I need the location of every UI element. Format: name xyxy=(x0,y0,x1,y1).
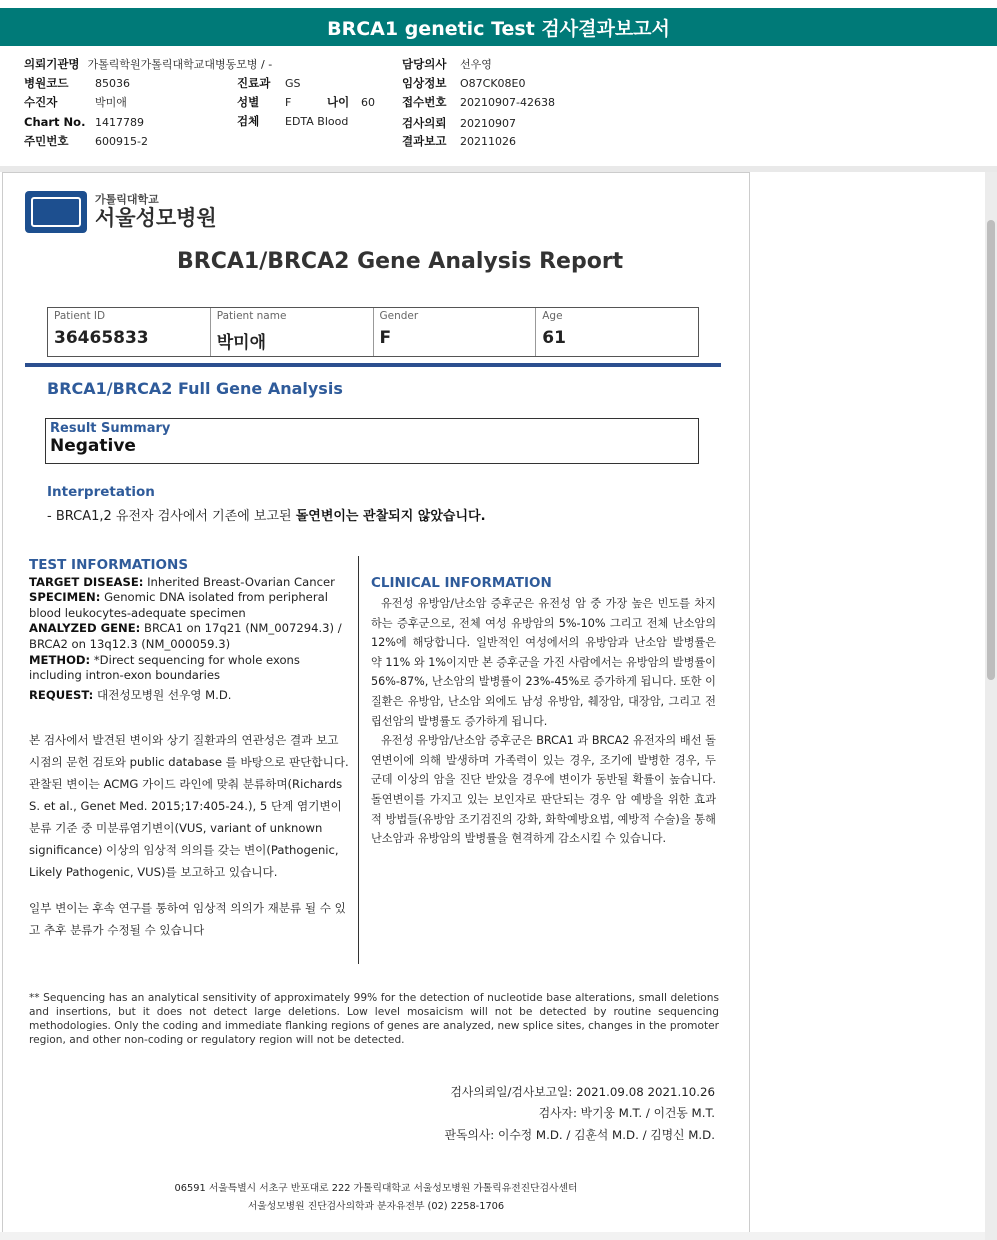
sex-label: 성별 xyxy=(237,95,260,109)
interpretation-text xyxy=(47,505,486,524)
report-header-title: BRCA1 genetic Test 검사결과보고서 xyxy=(327,17,670,40)
rrn-value: 600915-2 xyxy=(95,134,148,148)
rrn-row xyxy=(24,133,148,149)
bottom-edge xyxy=(0,1232,985,1240)
chart-no-value: 1417789 xyxy=(95,115,144,129)
sequencing-footnote: ** Sequencing has an analytical sensitivity of approximately 99% for the detection of nucleotide base alterations, small deletions and insertions, but it does not detect large deletions. Low level mosaicism will not be detected by routine sequencing methodologies. Only the coding and immediate flanking regions of genes are analyzed, new splice sites, changes in the promoter region, and other non-coding or regulatory region will not be detected. xyxy=(29,992,719,1046)
method-label: METHOD: xyxy=(29,652,91,667)
patient-id-cell xyxy=(48,308,211,356)
address-line-1: 06591 서울특별시 서초구 반포대로 222 가톨릭대학교 서울성모병원 가톨릭유전진단검사센터 xyxy=(174,1183,578,1194)
institution-label: 의뢰기관명 xyxy=(24,57,80,71)
sex-value: F xyxy=(285,95,292,109)
chart-no-row xyxy=(24,115,144,129)
request-label: REQUEST: xyxy=(29,687,94,702)
patient-name-value: 박미애 xyxy=(216,333,267,353)
request-date-value: 20210907 xyxy=(460,116,516,130)
target-disease-value: Inherited Breast-Ovarian Cancer xyxy=(147,574,335,589)
specimen-value: EDTA Blood xyxy=(285,114,349,128)
patient-row xyxy=(24,94,127,110)
report-title: BRCA1/BRCA2 Gene Analysis Report xyxy=(177,249,624,274)
age-value: 60 xyxy=(361,95,375,109)
vertical-scrollbar[interactable] xyxy=(985,172,997,1240)
patient-id-label: Patient ID xyxy=(54,310,106,322)
rrn-label: 주민번호 xyxy=(24,134,69,148)
variant-classification-text: 본 검사에서 발견된 변이와 상기 질환과의 연관성은 결과 보고 시점의 문헌 검토와 public database 를 바탕으로 판단합니다. 관찰된 변이는 ACMG 가이드 라인에 맞춰 분류하며(Richards S. et al., Genet Med. 2015;17:405-24.), 5 단계 염기변이 분류 기준 중 미분류염기변이(VUS, variant of unknown significance) 이상의 임상적 의의를 갖는 변이(Pathogenic, Likely Pathogenic, VUS)를 보고하고 있습니다. xyxy=(29,733,349,880)
analyzed-gene-value: BRCA1 on 17q21 (NM_007294.3) / BRCA2 on 13q12.3 (NM_000059.3) xyxy=(29,621,342,651)
patient-name-cell xyxy=(211,308,374,356)
result-date-value: 20211026 xyxy=(460,134,516,148)
receipt-value: 20210907-42638 xyxy=(460,95,555,109)
age-row xyxy=(327,94,375,110)
department-row xyxy=(237,75,301,91)
age-cell-value: 61 xyxy=(542,328,566,348)
report-header-bar xyxy=(0,8,997,46)
interpretation-bold: 돌연변이는 관찰되지 않았습니다. xyxy=(295,509,486,524)
institution-value: 가톨릭학원가톨릭대학교대병동모병 / - xyxy=(87,58,273,71)
result-summary-box xyxy=(45,418,699,464)
hospital-code-value: 85036 xyxy=(95,76,130,90)
department-label: 진료과 xyxy=(237,76,271,90)
patient-id-value: 36465833 xyxy=(54,328,149,348)
patient-name-label: Patient name xyxy=(216,310,287,322)
test-info-heading: TEST INFORMATIONS xyxy=(29,557,189,573)
viewer-background xyxy=(750,172,985,1232)
test-info-column xyxy=(29,558,351,941)
result-summary-label: Result Summary xyxy=(50,421,171,436)
clinical-info-label: 임상정보 xyxy=(402,76,447,90)
result-date-label: 결과보고 xyxy=(402,134,447,148)
analyzed-gene-label: ANALYZED GENE: xyxy=(29,621,141,636)
hospital-logo xyxy=(25,191,217,233)
interpretation-plain: - BRCA1,2 유전자 검사에서 기존에 보고된 xyxy=(47,509,292,524)
sex-row xyxy=(237,94,291,110)
specimen-row xyxy=(237,113,348,129)
department-value: GS xyxy=(285,76,301,90)
doctor-value: 선우영 xyxy=(460,58,492,71)
specimen-label: 검체 xyxy=(237,114,260,128)
hospital-code-row xyxy=(24,75,130,91)
logo-name: 서울성모병원 xyxy=(95,205,217,230)
clinical-info-row xyxy=(402,75,526,91)
age-label: 나이 xyxy=(327,95,350,109)
hospital-code-label: 병원코드 xyxy=(24,76,69,90)
receipt-row xyxy=(402,94,555,110)
age-cell xyxy=(536,308,698,356)
logo-subtitle: 가톨릭대학교 xyxy=(95,193,159,207)
column-divider xyxy=(358,556,359,964)
doctor-row xyxy=(402,56,492,72)
section-divider xyxy=(25,363,721,367)
doctor-label: 담당의사 xyxy=(402,57,447,71)
patient-info-panel xyxy=(0,46,997,167)
result-summary-value: Negative xyxy=(50,436,136,456)
age-cell-label: Age xyxy=(542,310,563,322)
patient-label: 수진자 xyxy=(24,95,58,109)
request-value: 대전성모병원 선우영 M.D. xyxy=(97,687,232,702)
report-dates: 검사의뢰일/검사보고일: 2021.09.08 2021.10.26 xyxy=(450,1085,715,1099)
clinical-info-para2: 유전성 유방암/난소암 증후군은 BRCA1 과 BRCA2 유전자의 배선 돌연변이에 의해 발생하며 가족력이 있는 경우, 조기에 발병한 경우, 두 군데 이상의 암을 진단 받았을 경우에 변이가 동반될 확률이 높습니다. 돌연변이를 가지고 있는 보인자로 판단되는 경우 암 예방을 위한 효과적 방법들(유방암 조기검진의 강화, 화학예방요법, 예방적 수술)을 통해 난소암과 유방암의 발병률을 현격하게 감소시킬 수 있습니다. xyxy=(371,734,716,846)
gender-cell xyxy=(374,308,537,356)
method-value: *Direct sequencing for whole exons including intron-exon boundaries xyxy=(29,652,300,683)
analysis-section-title: BRCA1/BRCA2 Full Gene Analysis xyxy=(47,379,343,398)
institution-row xyxy=(24,56,272,72)
request-date-row xyxy=(402,115,516,131)
gender-value: F xyxy=(379,328,392,348)
target-disease-label: TARGET DISEASE: xyxy=(29,574,144,589)
report-document xyxy=(2,172,750,1234)
address-line-2: 서울성모병원 진단검사의학과 분자유전부 (02) 2258-1706 xyxy=(247,1201,505,1212)
patient-table xyxy=(47,307,699,357)
reclassification-note: 일부 변이는 후속 연구를 통하여 임상적 의의가 재분류 될 수 있고 추후 분류가 수정될 수 있습니다 xyxy=(29,901,346,938)
result-date-row xyxy=(402,133,516,149)
clinical-info-column xyxy=(371,574,716,849)
examiner-line: 검사자: 박기웅 M.T. / 이건동 M.T. xyxy=(538,1106,715,1120)
chart-no-label: Chart No. xyxy=(24,115,86,129)
reader-line: 판독의사: 이수정 M.D. / 김훈석 M.D. / 김명신 M.D. xyxy=(444,1128,715,1142)
request-date-label: 검사의뢰 xyxy=(402,116,447,130)
interpretation-heading: Interpretation xyxy=(47,484,155,500)
clinical-info-heading: CLINICAL INFORMATION xyxy=(371,575,552,591)
scrollbar-thumb[interactable] xyxy=(987,220,995,680)
patient-value: 박미애 xyxy=(95,96,127,109)
clinical-info-value: O87CK08E0 xyxy=(460,76,526,90)
specimen-info-value: Genomic DNA isolated from peripheral blood leukocytes-adequate specimen xyxy=(29,590,328,620)
specimen-info-label: SPECIMEN: xyxy=(29,590,101,605)
receipt-label: 접수번호 xyxy=(402,95,447,109)
hospital-emblem-icon xyxy=(25,191,87,233)
clinical-info-para1: 유전성 유방암/난소암 증후군은 유전성 암 중 가장 높은 빈도를 차지하는 증후군으로, 전체 여성 유방암의 5%-10% 그리고 전체 난소암의 12%에 해당합니다. 일반적인 여성에서의 유방암과 난소암 발병률은 약 11% 와 1%이지만 본 증후군을 가진 사람에서는 유방암의 발병률이 56%-87%, 난소암의 발병률이 23%-45%로 증가하게 됩니다. 또한 이 질환은 유방암, 난소암 외에도 남성 유방암, 췌장암, 대장암, 그리고 전립선암의 발병률도 증가하게 됩니다. xyxy=(371,597,716,728)
gender-label: Gender xyxy=(379,310,419,322)
